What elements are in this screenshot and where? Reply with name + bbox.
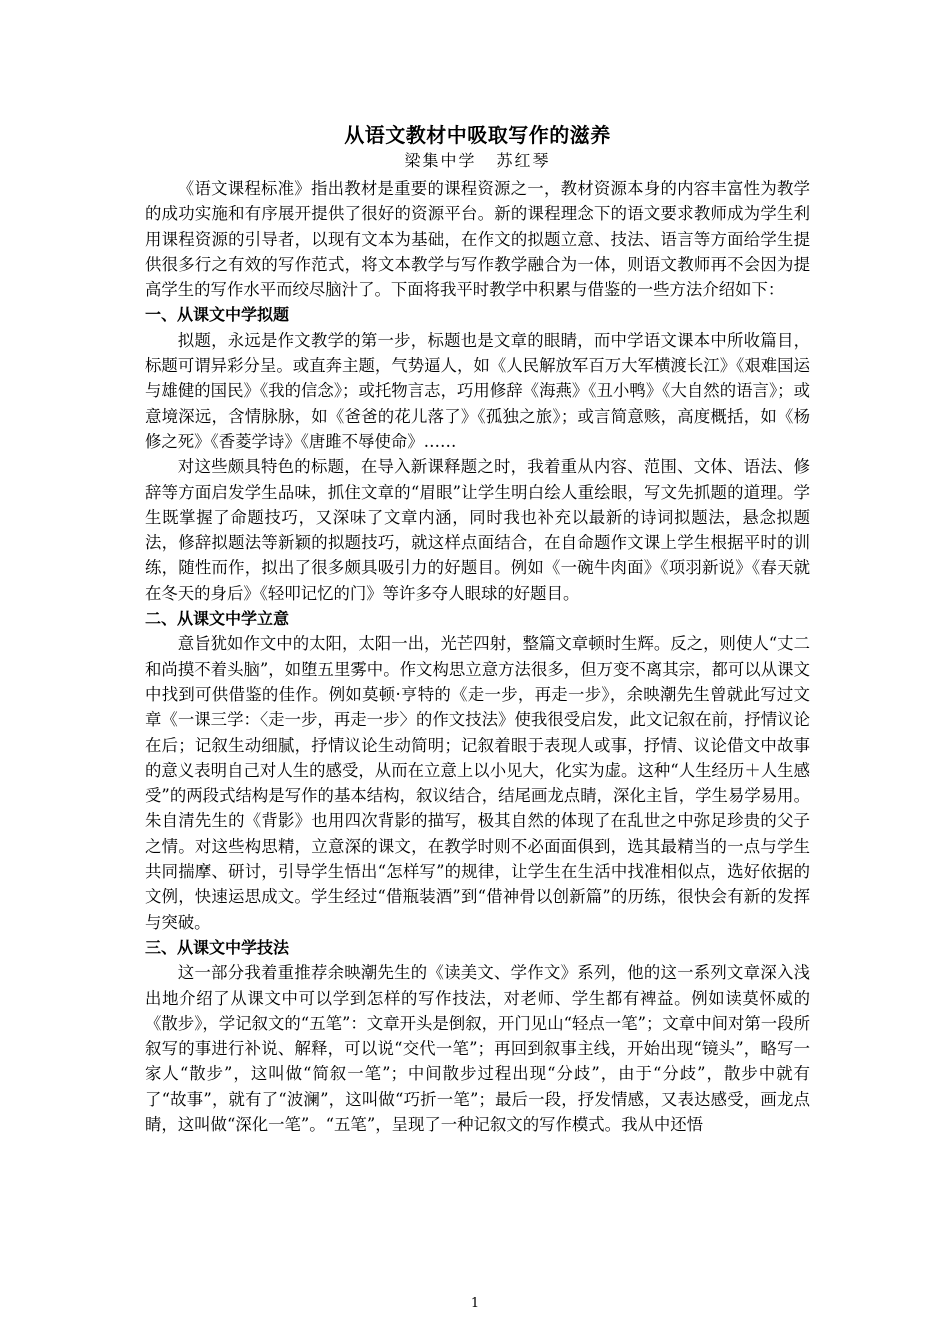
document-page <box>145 120 810 1137</box>
section-heading: 三、从课文中学技法 <box>145 937 290 957</box>
author-school: 梁集中学 <box>404 151 477 170</box>
author-line <box>145 150 810 172</box>
document-title: 从语文教材中吸取写作的滋养 <box>344 123 611 147</box>
author-name: 苏红琴 <box>496 151 551 170</box>
body-paragraph: 对这些颇具特色的标题，在导入新课释题之时，我着重从内容、范围、文体、语法、修辞等方面启发学生品味，抓住文章的“眉眼”让学生明白绘人重绘眼，写文先抓题的道理。学生既掌握了命题技巧，又深味了文章内涵，同时我也补充以最新的诗词拟题法，悬念拟题法，修辞拟题法等新颖的拟题技巧，就这样点面结合，在自命题作文课上学生根据平时的训练，随性而作，拟出了很多颇具吸引力的好题目。例如《一碗牛肉面》《项羽新说》《春天就在冬天的身后》《轻叩记忆的门》等许多夺人眼球的好题目。 <box>145 457 810 603</box>
body-paragraph: 拟题，永远是作文教学的第一步，标题也是文章的眼睛，而中学语文课本中所收篇目，标题可谓异彩分呈。或直奔主题，气势逼人，如《人民解放军百万大军横渡长江》《艰难国运与雄健的国民》《我的信念》；或托物言志，巧用修辞《海燕》《丑小鸭》《大自然的语言》；或意境深远，含情脉脉，如《爸爸的花儿落了》《孤独之旅》；或言简意赅，高度概括，如《杨修之死》《香菱学诗》《唐雎不辱使命》…… <box>145 330 810 451</box>
section-heading: 一、从课文中学拟题 <box>145 305 290 325</box>
page-number: 1 <box>470 1296 480 1311</box>
body-paragraph: 意旨犹如作文中的太阳，太阳一出，光芒四射，整篇文章顿时生辉。反之，则使人“丈二和尚摸不着头脑”，如堕五里雾中。作文构思立意方法很多，但万变不离其宗，都可以从课文中找到可供借鉴的佳作。例如莫顿·亨特的《走一步，再走一步》，余映潮先生曾就此写过文章《一课三学：〈走一步，再走一步〉的作文技法》使我很受启发，此文记叙在前，抒情议论在后；记叙生动细腻，抒情议论生动简明；记叙着眼于表现人或事，抒情、议论借文中故事的意义表明自己对人生的感受，从而在立意上以小见大，化实为虚。这种“人生经历＋人生感受”的两段式结构是写作的基本结构，叙议结合，结尾画龙点睛，深化主旨，学生易学易用。朱自清先生的《背影》也用四次背影的描写，极其自然的体现了在乱世之中弥足珍贵的父子之情。对这些构思精，立意深的课文，在教学时则不必面面俱到，选其最精当的一点与学生共同揣摩、研讨，引导学生悟出“怎样写”的规律，让学生在生活中找准相似点，选好依据的文例，快速运思成文。学生经过“借瓶装酒”到“借神骨以创新篇”的历练，很快会有新的发挥与突破。 <box>145 634 810 932</box>
section-heading: 二、从课文中学立意 <box>145 609 290 629</box>
body-paragraph: 这一部分我着重推荐余映潮先生的《读美文、学作文》系列，他的这一系列文章深入浅出地介绍了从课文中可以学到怎样的写作技法，对老师、学生都有裨益。例如读莫怀威的《散步》，学记叙文的“五笔”：文章开头是倒叙，开门见山“轻点一笔”；文章中间对第一段所叙写的事进行补说、解释，可以说“交代一笔”；再回到叙事主线，开始出现“镜头”，略写一家人“散步”，这叫做“简叙一笔”；中间散步过程出现“分歧”，由于“分歧”，散步中就有了“故事”，就有了“波澜”，这叫做“巧折一笔”；最后一段，抒发情感，又表达感受，画龙点睛，这叫做“深化一笔”。“五笔”，呈现了一种记叙文的写作模式。我从中还悟 <box>145 963 810 1134</box>
intro-paragraph: 《语文课程标准》指出教材是重要的课程资源之一，教材资源本身的内容丰富性为教学的成功实施和有序展开提供了很好的资源平台。新的课程理念下的语文要求教师成为学生利用课程资源的引导者，以现有文本为基础，在作文的拟题立意、技法、语言等方面给学生提供很多行之有效的写作范式，将文本教学与写作教学融合为一体，则语文教师再不会因为提高学生的写作水平而绞尽脑汁了。下面将我平时教学中积累与借鉴的一些方法介绍如下： <box>145 179 810 300</box>
